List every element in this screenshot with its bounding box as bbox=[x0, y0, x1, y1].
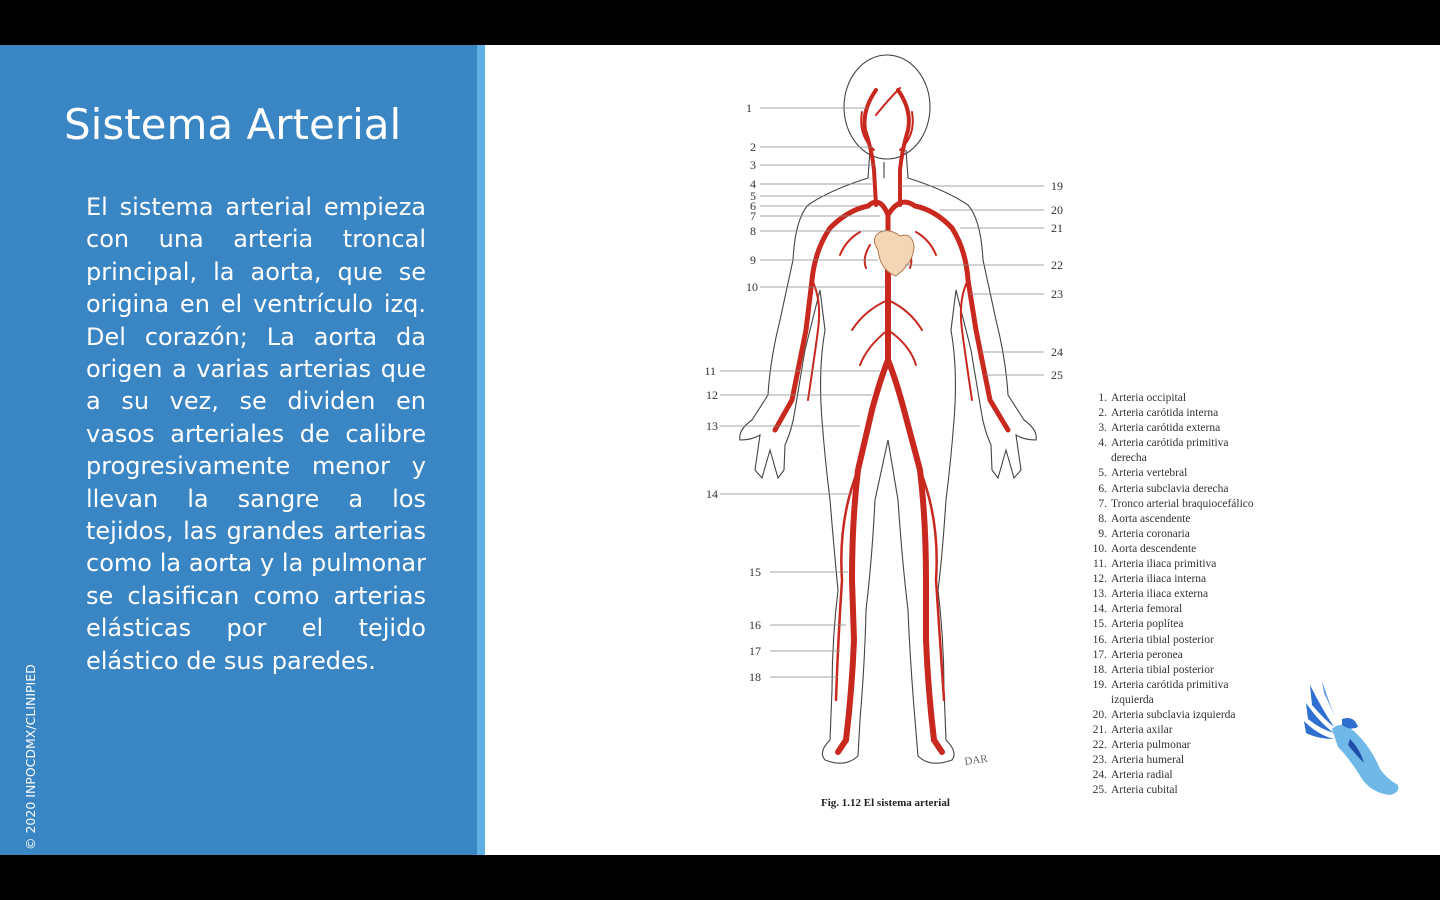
slide-body-text: El sistema arterial empieza con una arteria troncal principal, la aorta, que se origina en el ventrículo izq. Del corazón; La aorta da origen a varias arterias que a su vez, se dividen en vasos arteriales de calibre progresivamente menor y llevan la sangre a los tejidos, las grandes arterias como la aorta y la pulmonar se clasifican como arterias elásticas por el tejido elástico de sus paredes. bbox=[86, 193, 426, 675]
figure-label: 19 bbox=[1051, 179, 1063, 193]
legend-text: Arteria tibial posterior bbox=[1111, 663, 1214, 676]
legend-number: 15. bbox=[1092, 618, 1107, 631]
legend-number: 4. bbox=[1098, 437, 1107, 450]
legend-item bbox=[1087, 482, 1297, 497]
legend-text: Arteria carótida externa bbox=[1111, 422, 1221, 435]
legend-number: 3. bbox=[1098, 422, 1107, 435]
legend-item bbox=[1087, 738, 1297, 753]
legend-text: Aorta ascendente bbox=[1111, 512, 1191, 525]
legend-text: Arteria iliaca primitiva bbox=[1111, 558, 1217, 571]
left-panel bbox=[0, 45, 477, 855]
figure-label: 24 bbox=[1051, 345, 1063, 359]
figure-label: 7 bbox=[750, 209, 756, 223]
legend-item bbox=[1087, 557, 1297, 572]
legend-text: Arteria iliaca externa bbox=[1111, 588, 1209, 601]
copyright-notice: © 2020 INPOCDMX/CLINIPIED bbox=[23, 664, 38, 850]
arterial-system-diagram bbox=[690, 53, 1110, 828]
legend-number: 19. bbox=[1092, 678, 1107, 691]
figure-label: 16 bbox=[749, 618, 761, 632]
legend-item bbox=[1087, 391, 1297, 406]
legend-number: 22. bbox=[1092, 739, 1107, 752]
legend-number: 9. bbox=[1098, 527, 1107, 540]
legend-item bbox=[1087, 406, 1297, 421]
legend-item bbox=[1087, 663, 1297, 678]
legend-text: Arteria poplítea bbox=[1111, 618, 1184, 631]
slide bbox=[0, 45, 1440, 855]
heart-shape bbox=[874, 231, 914, 276]
legend-item bbox=[1087, 783, 1297, 798]
winged-foot-logo-icon bbox=[1302, 679, 1402, 799]
figure-label: 3 bbox=[750, 158, 756, 172]
figure-label: 8 bbox=[750, 224, 756, 238]
legend-text: Arteria iliaca interna bbox=[1111, 573, 1207, 586]
legend-text: Arteria pulmonar bbox=[1111, 739, 1191, 752]
legend-text: Arteria femoral bbox=[1111, 603, 1183, 616]
legend-number: 17. bbox=[1092, 648, 1107, 661]
figure-label: 20 bbox=[1051, 203, 1063, 217]
legend-number: 16. bbox=[1092, 633, 1107, 646]
artist-signature: DAR bbox=[963, 752, 989, 768]
legend-text-continuation: izquierda bbox=[1111, 693, 1154, 706]
figure-label: 6 bbox=[750, 199, 756, 213]
figure-label: 18 bbox=[749, 670, 761, 684]
figure-label: 13 bbox=[706, 419, 718, 433]
figure-label: 9 bbox=[750, 253, 756, 267]
figure-label: 2 bbox=[750, 140, 756, 154]
figure-legend bbox=[1087, 391, 1297, 799]
figure-label: 23 bbox=[1051, 287, 1063, 301]
legend-item bbox=[1087, 542, 1297, 557]
legend-item bbox=[1087, 497, 1297, 512]
legend-item bbox=[1087, 587, 1297, 602]
figure-label: 15 bbox=[749, 565, 761, 579]
legend-text: Tronco arterial braquiocefálico bbox=[1111, 497, 1254, 510]
legend-text: Arteria peronea bbox=[1111, 648, 1183, 661]
legend-item bbox=[1087, 723, 1297, 738]
figure-number-labels bbox=[704, 101, 1063, 684]
legend-number: 5. bbox=[1098, 467, 1107, 480]
legend-item bbox=[1087, 633, 1297, 648]
artery-network bbox=[775, 88, 1008, 752]
legend-number: 23. bbox=[1092, 754, 1107, 767]
legend-number: 1. bbox=[1098, 392, 1107, 404]
legend-number: 21. bbox=[1092, 724, 1107, 737]
legend-text: Arteria carótida primitiva bbox=[1111, 437, 1229, 450]
legend-number: 20. bbox=[1092, 708, 1107, 721]
legend-text: Arteria carótida interna bbox=[1111, 407, 1219, 420]
legend-text: Arteria axilar bbox=[1111, 724, 1173, 737]
legend-item bbox=[1087, 648, 1297, 663]
figure-caption: Fig. 1.12 El sistema arterial bbox=[821, 797, 950, 809]
legend-number: 18. bbox=[1092, 663, 1107, 676]
legend-number: 11. bbox=[1093, 558, 1107, 571]
legend-item bbox=[1087, 527, 1297, 542]
legend-text: Arteria vertebral bbox=[1111, 467, 1188, 480]
figure-label: 17 bbox=[749, 644, 761, 658]
legend-number: 6. bbox=[1098, 482, 1107, 495]
legend-item bbox=[1087, 768, 1297, 783]
legend-text: Arteria humeral bbox=[1111, 754, 1185, 767]
slide-title: Sistema Arterial bbox=[64, 100, 402, 149]
figure-label: 25 bbox=[1051, 368, 1063, 382]
legend-item bbox=[1087, 436, 1297, 451]
legend-text-continuation: derecha bbox=[1111, 452, 1147, 465]
legend-number: 14. bbox=[1092, 603, 1107, 616]
legend-item bbox=[1087, 466, 1297, 481]
legend-text: Arteria occipital bbox=[1111, 392, 1187, 404]
legend-text: Aorta descendente bbox=[1111, 542, 1197, 555]
figure-label: 12 bbox=[706, 388, 718, 402]
legend-text: Arteria tibial posterior bbox=[1111, 633, 1214, 646]
legend-text: Arteria subclavia izquierda bbox=[1111, 708, 1236, 721]
legend-number: 25. bbox=[1092, 784, 1107, 797]
figure-label: 10 bbox=[746, 280, 758, 294]
legend-number: 12. bbox=[1092, 573, 1107, 586]
figure-label: 11 bbox=[704, 364, 716, 378]
figure-label: 4 bbox=[750, 177, 756, 191]
legend-text: Arteria carótida primitiva bbox=[1111, 678, 1229, 691]
legend-item bbox=[1087, 421, 1297, 436]
legend-item bbox=[1087, 617, 1297, 632]
legend-number: 2. bbox=[1098, 407, 1107, 420]
legend-item bbox=[1087, 708, 1297, 723]
legend-item bbox=[1087, 602, 1297, 617]
legend-text: Arteria radial bbox=[1111, 769, 1173, 782]
legend-item bbox=[1087, 678, 1297, 693]
legend-text: Arteria cubital bbox=[1111, 784, 1178, 797]
legend-item bbox=[1087, 753, 1297, 768]
legend-text: Arteria coronaria bbox=[1111, 527, 1190, 540]
legend-number: 8. bbox=[1098, 512, 1107, 525]
legend-item bbox=[1087, 572, 1297, 587]
legend-text: Arteria subclavia derecha bbox=[1111, 482, 1229, 495]
legend-item bbox=[1087, 512, 1297, 527]
legend-number: 7. bbox=[1098, 497, 1107, 510]
legend-number: 24. bbox=[1092, 769, 1107, 782]
figure-label: 1 bbox=[746, 101, 752, 115]
legend-number: 10. bbox=[1092, 542, 1107, 555]
accent-stripe bbox=[477, 45, 485, 855]
figure-label: 21 bbox=[1051, 221, 1063, 235]
legend-number: 13. bbox=[1092, 588, 1107, 601]
figure-label: 5 bbox=[750, 189, 756, 203]
figure-label: 22 bbox=[1051, 258, 1063, 272]
figure-label: 14 bbox=[706, 487, 718, 501]
